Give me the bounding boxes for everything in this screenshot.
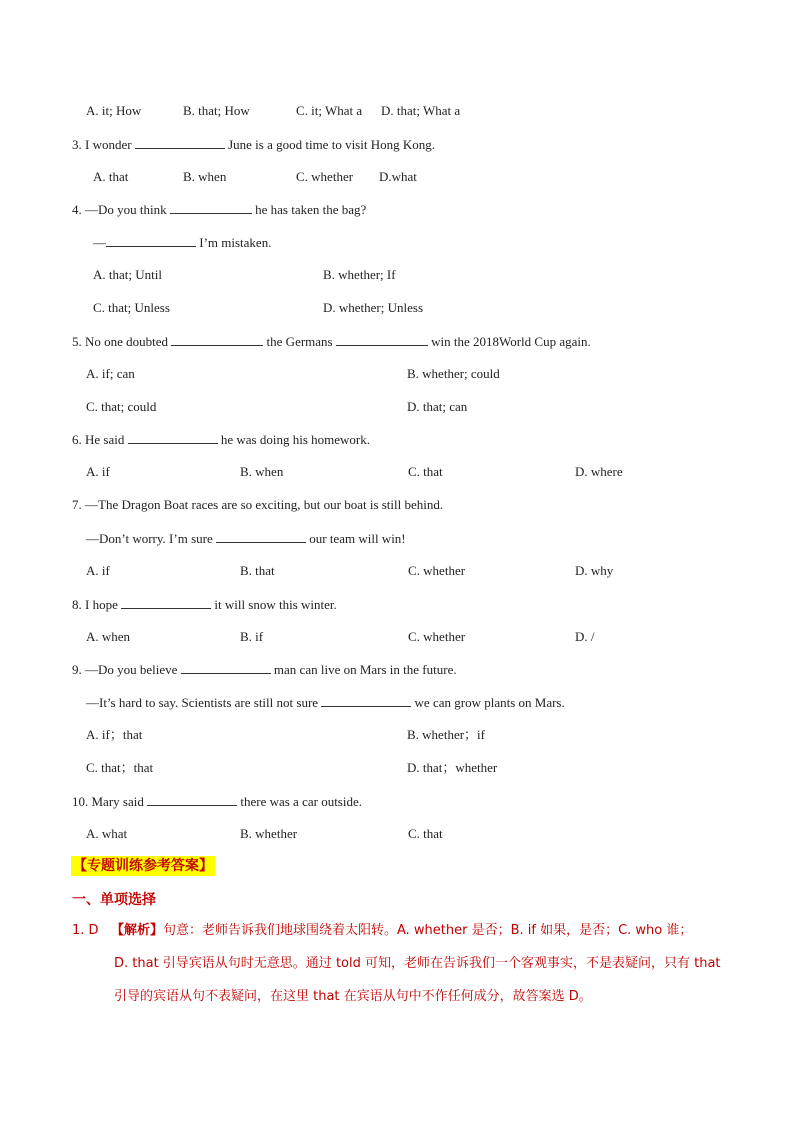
q5-option-a: A. if; can (86, 366, 135, 381)
q6-option-d: D. where (575, 464, 623, 479)
answer-blank (106, 234, 196, 247)
q3-option-d: D.what (379, 169, 417, 184)
q4-option-a: A. that; Until (93, 267, 162, 282)
analysis-tag: 【解析】 (110, 923, 163, 938)
q7-option-d: D. why (575, 563, 614, 578)
q3-option-b: B. when (183, 169, 227, 184)
q3-option-c: C. whether (296, 169, 354, 184)
answer-blank (135, 136, 225, 149)
answers-heading: 【专题训练参考答案】 (73, 858, 213, 874)
q10-option-a: A. what (86, 826, 128, 841)
q10-option-b: B. whether (240, 826, 298, 841)
answer-blank (171, 333, 263, 346)
q9-option-c: C. that；that (86, 760, 154, 775)
answer-blank (128, 431, 218, 444)
q2-option-c: C. it; What a (296, 103, 363, 118)
q10-option-c: C. that (408, 826, 443, 841)
question-5: 5. No one doubted the Germans win the 2018World Cup again. (72, 334, 591, 349)
q3-option-a: A. that (93, 169, 129, 184)
answer-1-line-1: 1. D 【解析】句意：老师告诉我们地球围绕着太阳转。A. whether 是否；B. if 如果，是否；C. who 谁； (72, 923, 693, 938)
q7-option-a: A. if (86, 563, 110, 578)
question-9: 9. —Do you believe man can live on Mars in the future. (72, 662, 457, 677)
question-10: 10. Mary said there was a car outside. (72, 794, 362, 809)
q9-option-a: A. if；that (86, 727, 143, 742)
q8-option-b: B. if (240, 629, 264, 644)
q7-option-c: C. whether (408, 563, 466, 578)
q4-option-d: D. whether; Unless (323, 300, 424, 315)
q7-option-b: B. that (240, 563, 275, 578)
answer-blank (147, 793, 237, 806)
q2-option-a: A. it; How (86, 103, 142, 118)
q2-option-d: D. that; What a (381, 103, 461, 118)
answer-blank (121, 596, 211, 609)
question-6: 6. He said he was doing his homework. (72, 432, 370, 447)
q2-option-b: B. that; How (183, 103, 250, 118)
q8-option-c: C. whether (408, 629, 466, 644)
answer-blank (170, 201, 252, 214)
answer-blank (336, 333, 428, 346)
q5-option-c: C. that; could (86, 399, 157, 414)
q9-option-d: D. that；whether (407, 760, 498, 775)
q5-option-b: B. whether; could (407, 366, 500, 381)
q5-option-d: D. that; can (407, 399, 468, 414)
question-8: 8. I hope it will snow this winter. (72, 597, 337, 612)
answer-number: 1. D (72, 923, 99, 938)
answer-blank (216, 530, 306, 543)
question-9-reply: —It’s hard to say. Scientists are still not sure we can grow plants on Mars. (86, 695, 565, 710)
q8-option-a: A. when (86, 629, 131, 644)
answer-blank (181, 661, 271, 674)
answer-blank (321, 694, 411, 707)
q6-option-b: B. when (240, 464, 284, 479)
question-7-reply: —Don’t worry. I’m sure our team will win! (86, 531, 406, 546)
section-heading: 一、单项选择 (72, 892, 156, 908)
question-7: 7. —The Dragon Boat races are so exciting, but our boat is still behind. (72, 497, 444, 512)
answer-1-line-2: D. that 引导宾语从句时无意思。通过 told 可知，老师在告诉我们一个客观事实，不是表疑问，只有 that (114, 956, 721, 971)
question-3: 3. I wonder June is a good time to visit Hong Kong. (72, 137, 435, 152)
question-4: 4. —Do you think he has taken the bag? (72, 202, 367, 217)
q6-option-c: C. that (408, 464, 443, 479)
q4-option-b: B. whether; If (323, 267, 396, 282)
answer-1-line-3: 引导的宾语从句不表疑问，在这里 that 在宾语从句中不作任何成分，故答案选 D。 (114, 989, 592, 1004)
q8-option-d: D. / (575, 629, 595, 644)
question-4-reply: — I’m mistaken. (93, 235, 272, 250)
q4-option-c: C. that; Unless (93, 300, 170, 315)
q9-option-b: B. whether；if (407, 727, 485, 742)
q6-option-a: A. if (86, 464, 110, 479)
